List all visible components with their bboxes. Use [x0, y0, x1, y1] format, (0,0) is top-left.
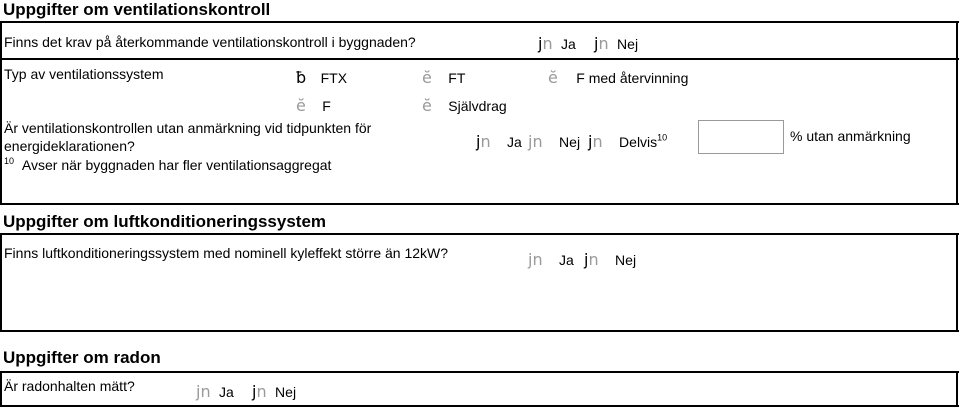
radio-button-icon: n	[480, 132, 491, 151]
section-heading-aircon: Uppgifter om luftkonditioneringssystem	[3, 212, 327, 231]
radio-button-icon: n	[598, 34, 609, 53]
checkbox-label: FT	[448, 70, 466, 86]
checkbox-f-med-atervinning[interactable]	[548, 68, 688, 88]
checkbox-label: Självdrag	[448, 98, 507, 114]
radio-button-icon: j	[584, 250, 589, 269]
divider	[0, 233, 2, 332]
radio-button-icon: n	[532, 250, 543, 269]
divider	[0, 203, 959, 205]
radio-label: Nej	[275, 384, 297, 400]
radio-button-icon: n	[200, 382, 211, 401]
divider	[0, 371, 2, 407]
checkbox-ft[interactable]	[422, 68, 465, 88]
divider	[0, 371, 959, 373]
radio-button-icon: j	[538, 34, 543, 53]
divider	[0, 330, 959, 332]
radio-label: Nej	[559, 134, 581, 150]
radio-button-icon: j	[528, 250, 533, 269]
section-heading-radon: Uppgifter om radon	[3, 348, 161, 367]
checkbox-icon: ĕ	[296, 96, 306, 115]
radio-label: Nej	[617, 36, 639, 52]
divider	[0, 21, 959, 23]
checkbox-icon: ĕ	[422, 96, 432, 115]
radio-remarks-nej[interactable]	[528, 132, 580, 152]
radio-aircon-nej[interactable]	[584, 250, 636, 270]
checkbox-f[interactable]	[296, 96, 331, 116]
question-no-remarks-line1: Är ventilationskontrollen utan anmärkning vid tidpunkten för	[4, 120, 372, 136]
divider	[0, 21, 2, 205]
radio-radon-ja[interactable]	[196, 382, 234, 402]
radio-remarks-delvis[interactable]	[588, 132, 667, 152]
radio-label: Ja	[219, 384, 234, 400]
question-recurring-ventilation-control: Finns det krav på återkommande ventilationskontroll i byggnaden?	[4, 34, 416, 50]
section-heading-ventilation: Uppgifter om ventilationskontroll	[3, 0, 271, 19]
checkbox-icon: ĕ	[422, 68, 432, 87]
checkbox-icon: ĕ	[548, 68, 558, 87]
radio-button-icon: j	[588, 132, 593, 151]
divider	[956, 371, 958, 407]
radio-radon-nej[interactable]	[252, 382, 296, 402]
radio-aircon-ja[interactable]	[528, 250, 574, 270]
checkbox-label: F	[322, 98, 331, 114]
checkbox-label: FTX	[320, 70, 348, 86]
radio-button-icon: n	[256, 382, 267, 401]
footnote-ref: 10	[657, 132, 668, 143]
percent-no-remarks-input[interactable]	[698, 120, 784, 154]
radio-button-icon: j	[594, 34, 599, 53]
radio-remarks-ja[interactable]	[476, 132, 522, 152]
radio-button-icon: n	[588, 250, 599, 269]
radio-label: Nej	[615, 252, 637, 268]
question-ventilation-system-type: Typ av ventilationssystem	[4, 66, 164, 82]
footnote	[4, 156, 331, 173]
radio-label: Ja	[559, 252, 574, 268]
radio-button-icon: j	[252, 382, 257, 401]
radio-button-icon: j	[476, 132, 481, 151]
radio-button-icon: j	[528, 132, 533, 151]
checkbox-sjalvdrag[interactable]	[422, 96, 507, 116]
percent-label: % utan anmärkning	[790, 128, 911, 144]
radio-label: Ja	[507, 134, 522, 150]
radio-button-icon: n	[592, 132, 603, 151]
checkbox-checked-icon: ƀ	[296, 68, 307, 87]
radio-button-icon: j	[196, 382, 201, 401]
radio-ventilation-nej[interactable]	[594, 34, 638, 54]
radio-ventilation-ja[interactable]	[538, 34, 576, 54]
question-no-remarks-line2: energideklarationen?	[4, 138, 135, 154]
divider	[956, 233, 958, 332]
divider	[956, 21, 958, 205]
radio-button-icon: n	[532, 132, 543, 151]
divider	[0, 405, 959, 407]
checkbox-ftx[interactable]	[296, 68, 347, 88]
checkbox-label: F med återvinning	[576, 70, 689, 86]
footnote-text: Avser när byggnaden har fler ventilationsaggregat	[21, 156, 332, 173]
radio-label: Delvis	[619, 134, 658, 150]
footnote-ref: 10	[4, 156, 15, 166]
radio-label: Ja	[561, 36, 576, 52]
divider	[0, 233, 959, 235]
question-aircon-exists: Finns luftkonditioneringssystem med nominell kyleffekt större än 12kW?	[4, 245, 449, 261]
divider	[0, 58, 959, 60]
question-radon-measured: Är radonhalten mätt?	[4, 378, 135, 394]
radio-button-icon: n	[542, 34, 553, 53]
